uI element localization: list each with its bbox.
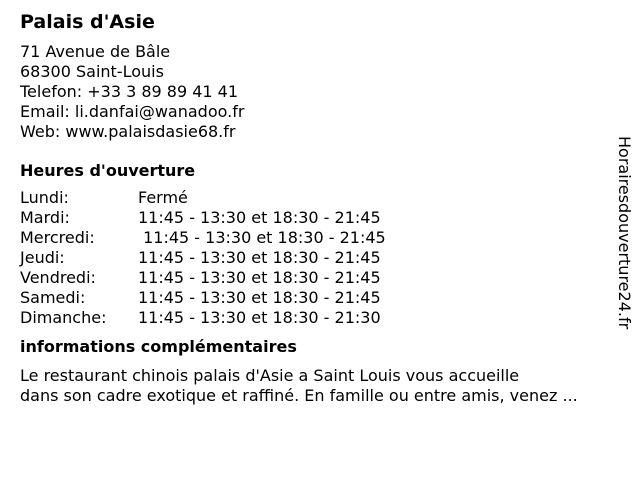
hours-day: Mercredi:: [20, 228, 95, 247]
hours-table: [20, 188, 620, 328]
business-name: Palais d'Asie: [20, 11, 155, 33]
hours-heading: Heures d'ouverture: [20, 161, 196, 180]
hours-time: Fermé: [138, 188, 188, 207]
site-watermark: Horairesdouverture24.fr: [615, 136, 634, 330]
business-card: [20, 8, 620, 406]
hours-day: Dimanche:: [20, 308, 107, 327]
hours-row-jeudi: [20, 248, 620, 268]
hours-day: Samedi:: [20, 288, 86, 307]
hours-time: 11:45 - 13:30 et 18:30 - 21:30: [138, 308, 381, 327]
web-line: Web: www.palaisdasie68.fr: [20, 122, 236, 141]
hours-day: Lundi:: [20, 188, 69, 207]
hours-row-lundi: [20, 188, 620, 208]
hours-row-vendredi: [20, 268, 620, 288]
hours-time: 11:45 - 13:30 et 18:30 - 21:45: [138, 208, 381, 227]
phone-line: Telefon: +33 3 89 89 41 41: [20, 82, 239, 101]
hours-time: 11:45 - 13:30 et 18:30 - 21:45: [138, 288, 381, 307]
hours-time: 11:45 - 13:30 et 18:30 - 21:45: [138, 268, 381, 287]
hours-row-samedi: [20, 288, 620, 308]
info-description-line1: Le restaurant chinois palais d'Asie a Saint Louis vous accueille: [20, 366, 520, 385]
hours-day: Mardi:: [20, 208, 70, 227]
hours-time: 11:45 - 13:30 et 18:30 - 21:45: [138, 228, 386, 247]
info-description-line2: dans son cadre exotique et raffiné. En famille ou entre amis, venez ...: [20, 386, 578, 405]
info-heading: informations complémentaires: [20, 337, 297, 356]
address-street: 71 Avenue de Bâle: [20, 42, 171, 61]
hours-time: 11:45 - 13:30 et 18:30 - 21:45: [138, 248, 381, 267]
hours-day: Jeudi:: [20, 248, 65, 267]
hours-row-mercredi: [20, 228, 620, 248]
hours-day: Vendredi:: [20, 268, 96, 287]
address-city: 68300 Saint-Louis: [20, 62, 164, 81]
hours-row-dimanche: [20, 308, 620, 328]
email-line: Email: li.danfai@wanadoo.fr: [20, 102, 245, 121]
hours-row-mardi: [20, 208, 620, 228]
